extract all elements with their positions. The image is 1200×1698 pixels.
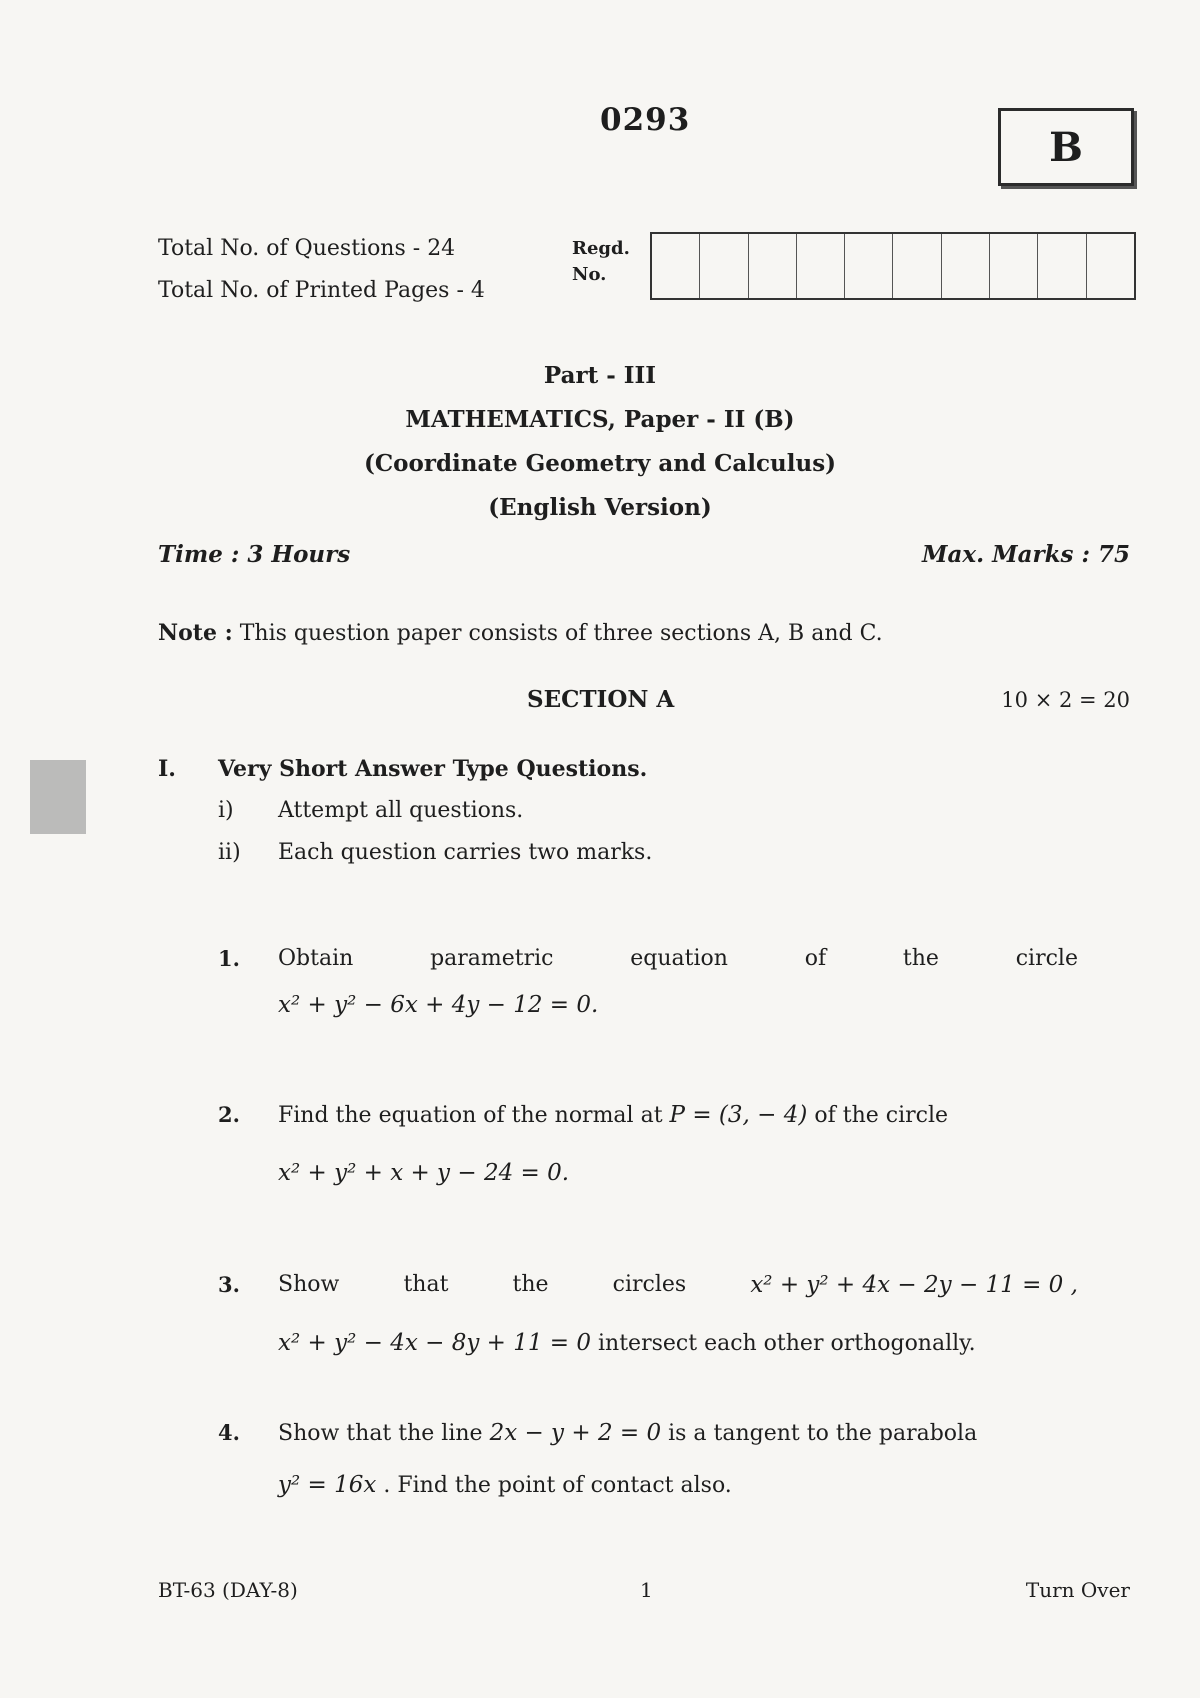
margin-stamp [30, 760, 86, 834]
question-number: 1. [218, 946, 240, 971]
regd-label [572, 236, 630, 288]
total-pages: Total No. of Printed Pages - 4 [158, 278, 485, 303]
question-number: 2. [218, 1102, 240, 1127]
set-code-box: B [998, 108, 1134, 186]
word: the [902, 946, 939, 971]
regd-digit-box[interactable] [652, 234, 700, 298]
word: Obtain [278, 946, 354, 971]
question-4-tail: . Find the point of contact also. [383, 1473, 732, 1498]
word: circle [1015, 946, 1078, 971]
regd-label-line2: No. [572, 264, 607, 285]
question-3-equation-1: x² + y² + 4x − 2y − 11 = 0 , [750, 1272, 1078, 1298]
note-label: Note : [158, 620, 233, 646]
regd-digit-box[interactable] [942, 234, 990, 298]
question-1-text [278, 944, 1078, 974]
regd-digit-box[interactable] [797, 234, 845, 298]
question-4-text [278, 1418, 977, 1449]
question-2-text [278, 1100, 948, 1131]
max-marks: Max. Marks : 75 [922, 541, 1130, 568]
time-allowed: Time : 3 Hours [158, 541, 351, 568]
question-2-point: P = (3, − 4) [669, 1102, 808, 1128]
page-number: 1 [640, 1578, 653, 1602]
regd-digit-box[interactable] [700, 234, 748, 298]
word: equation [630, 946, 728, 971]
question-3-equation-2: x² + y² − 4x − 8y + 11 = 0 [278, 1330, 592, 1356]
note-text: This question paper consists of three sections A, B and C. [239, 621, 883, 646]
question-3-line-2 [278, 1328, 976, 1359]
question-4-parabola: y² = 16x [278, 1472, 377, 1498]
question-number: 3. [218, 1272, 240, 1297]
regd-number-boxes[interactable] [650, 232, 1136, 300]
regd-digit-box[interactable] [845, 234, 893, 298]
question-4-text-a: Show that the line [278, 1421, 483, 1446]
regd-digit-box[interactable] [1087, 234, 1134, 298]
topic-heading: (Coordinate Geometry and Calculus) [363, 450, 837, 477]
question-group-title: Very Short Answer Type Questions. [218, 756, 648, 782]
part-heading: Part - III [543, 362, 657, 389]
regd-digit-box[interactable] [990, 234, 1038, 298]
instruction-marker: ii) [218, 840, 241, 865]
note [158, 620, 883, 646]
question-4-line-equation: 2x − y + 2 = 0 [489, 1420, 662, 1446]
total-questions: Total No. of Questions - 24 [158, 236, 456, 261]
section-heading: SECTION A [527, 686, 675, 713]
instruction-text: Attempt all questions. [278, 798, 524, 823]
word: parametric [430, 946, 554, 971]
word: circles [612, 1272, 687, 1297]
question-number: 4. [218, 1420, 240, 1445]
word: of [804, 946, 827, 971]
word: Show [278, 1272, 340, 1297]
regd-digit-box[interactable] [749, 234, 797, 298]
question-3-text [278, 1270, 1078, 1300]
instruction-text: Each question carries two marks. [278, 840, 653, 865]
word: the [512, 1272, 549, 1297]
regd-digit-box[interactable] [893, 234, 941, 298]
question-4-line-2 [278, 1470, 732, 1501]
footer-code: BT-63 (DAY-8) [158, 1578, 298, 1602]
word: that [403, 1272, 449, 1297]
turn-over-label: Turn Over [1025, 1578, 1130, 1602]
regd-digit-box[interactable] [1038, 234, 1086, 298]
question-4-text-b: is a tangent to the parabola [668, 1421, 978, 1446]
subject-heading: MATHEMATICS, Paper - II (B) [405, 406, 795, 433]
question-1-equation: x² + y² − 6x + 4y − 12 = 0. [278, 992, 599, 1018]
paper-code: 0293 [600, 102, 691, 138]
version-heading: (English Version) [488, 494, 712, 521]
question-2-text-a: Find the equation of the normal at [278, 1103, 663, 1128]
instruction-marker: i) [218, 798, 234, 823]
regd-label-line1: Regd. [572, 238, 630, 259]
section-marks: 10 × 2 = 20 [1001, 688, 1130, 712]
question-group-numeral: I. [158, 756, 176, 782]
question-3-tail: intersect each other orthogonally. [598, 1331, 976, 1356]
question-2-equation: x² + y² + x + y − 24 = 0. [278, 1160, 570, 1186]
question-2-text-b: of the circle [814, 1103, 948, 1128]
